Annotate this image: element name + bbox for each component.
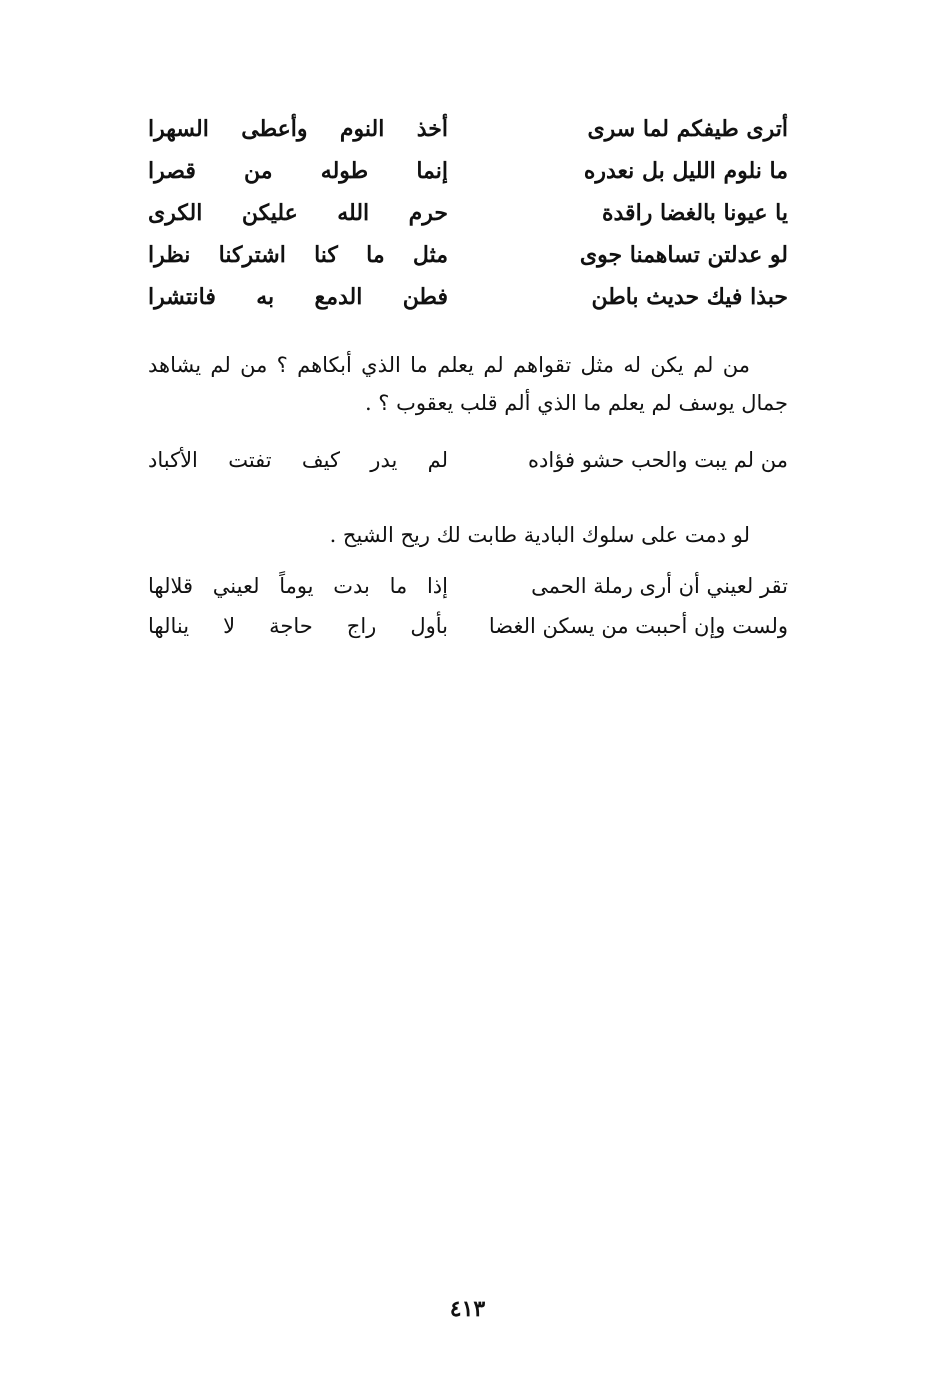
first-hemistich: تقر لعيني أن أرى رملة الحمى <box>531 574 788 598</box>
second-hemistich: فطن الدمع به فانتشرا <box>148 284 448 310</box>
verse-line <box>148 440 788 480</box>
second-hemistich: إنما طوله من قصرا <box>148 158 448 184</box>
first-hemistich: لو عدلتن تساهمنا جوى <box>579 242 788 268</box>
prose-line: من لم يكن له مثل تقواهم لم يعلم ما الذي أبكاهم ؟ من لم يشاهد <box>148 353 750 377</box>
first-hemistich: حبذا فيك حديث باطن <box>591 284 788 310</box>
second-hemistich: حرم الله عليكن الكرى <box>148 200 448 226</box>
prose-line: جمال يوسف لم يعلم ما الذي ألم قلب يعقوب ؟ . <box>364 391 788 415</box>
poem-stanza-2 <box>148 566 788 646</box>
second-hemistich: بأول راج حاجة لا ينالها <box>148 614 448 638</box>
first-hemistich: ما نلوم الليل بل نعدره <box>583 158 788 184</box>
second-hemistich: إذا ما بدت يوماً لعيني قلالها <box>148 574 448 598</box>
first-hemistich: يا عيونا بالغضا راقدة <box>601 200 788 226</box>
verse-line <box>148 108 788 150</box>
prose-paragraph-1 <box>148 346 788 422</box>
verse-line <box>148 150 788 192</box>
prose-paragraph-2 <box>148 516 788 554</box>
verse-line <box>148 566 788 606</box>
poem-stanza-1 <box>148 108 788 318</box>
first-hemistich: ولست وإن أحببت من يسكن الغضا <box>488 614 788 638</box>
verse-line <box>148 192 788 234</box>
second-hemistich: لم يدر كيف تفتت الأكباد <box>148 448 448 472</box>
verse-line <box>148 606 788 646</box>
prose-line: لو دمت على سلوك البادية طابت لك ريح الشيح . <box>329 523 750 547</box>
second-hemistich: أخذ النوم وأعطى السهرا <box>148 116 448 142</box>
verse-single <box>148 440 788 480</box>
verse-line <box>148 234 788 276</box>
second-hemistich: مثل ما كنا اشتركنا نظرا <box>148 242 448 268</box>
verse-line <box>148 276 788 318</box>
first-hemistich: من لم يبت والحب حشو فؤاده <box>528 448 788 472</box>
first-hemistich: أترى طيفكم لما سرى <box>587 116 788 142</box>
page-number: ٤١٣ <box>449 1296 486 1322</box>
